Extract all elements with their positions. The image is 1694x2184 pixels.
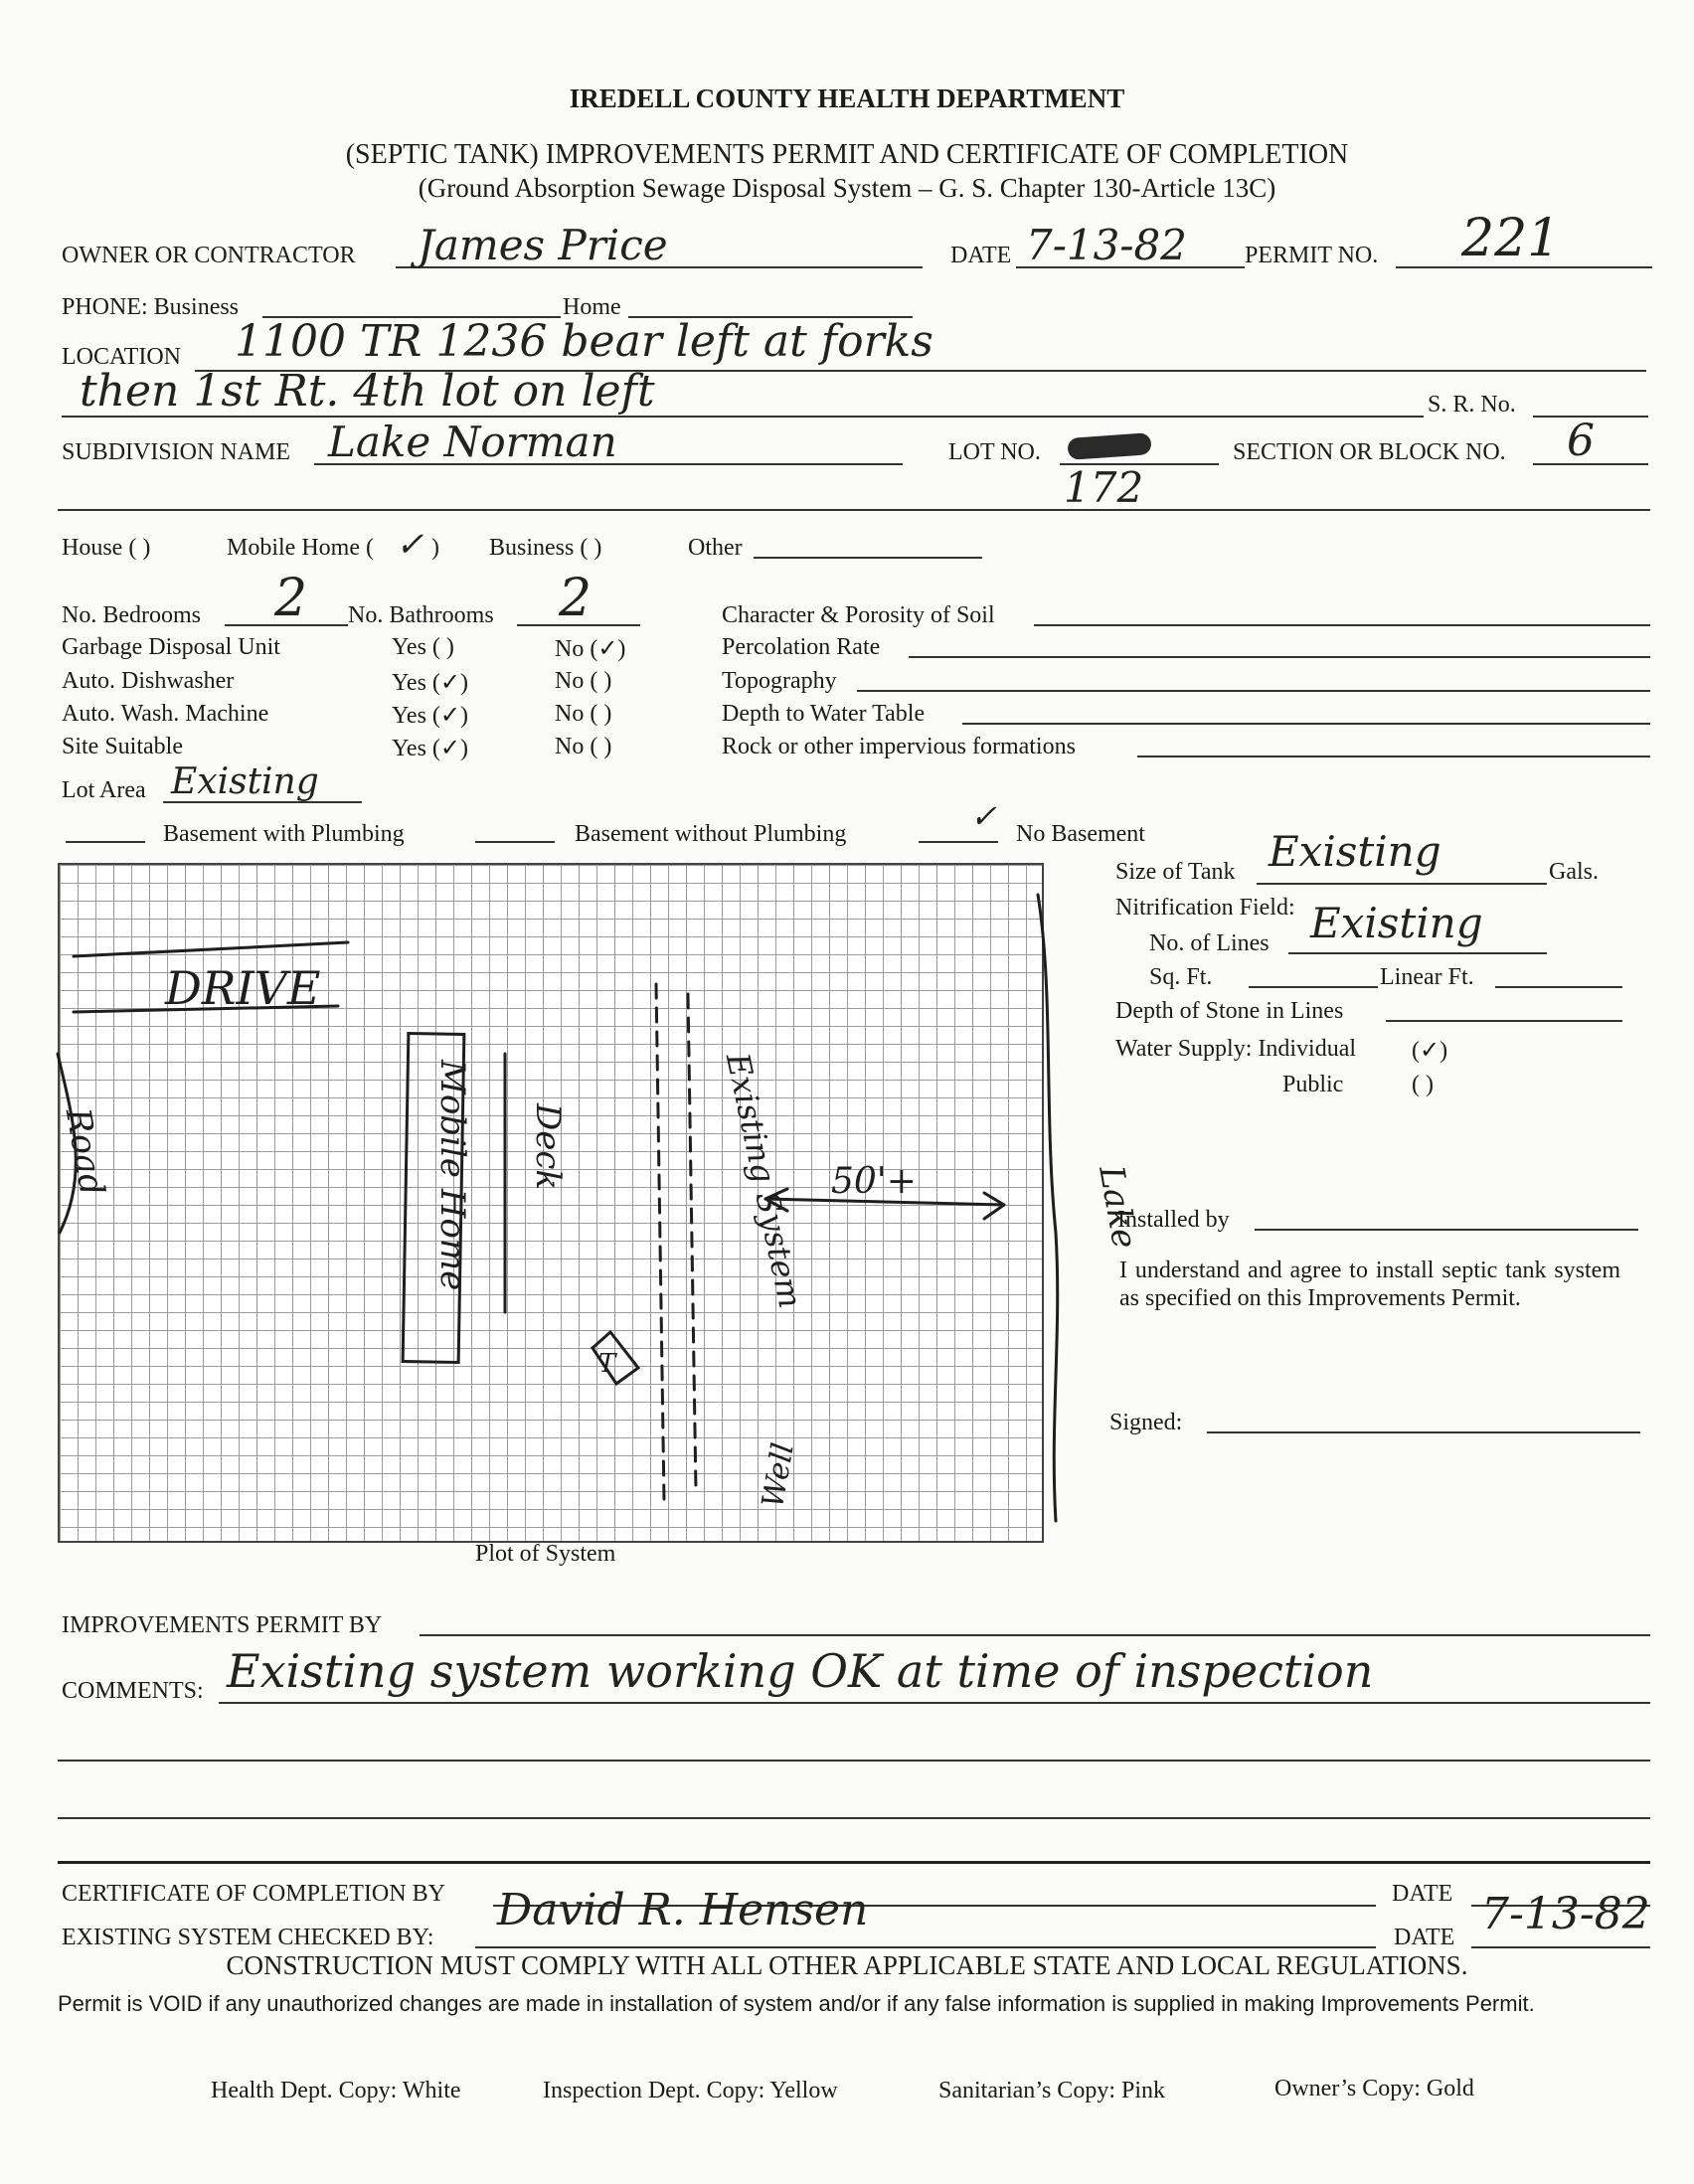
no-basement-line [919,841,998,843]
checklist-no-garbage[interactable]: No (✓) [555,636,626,662]
lines-label: No. of Lines [1149,930,1270,956]
other-label: Other [688,535,743,561]
bathrooms-value[interactable]: 2 [559,569,593,628]
no-basement-check-mark[interactable]: ✓ [970,797,997,835]
topography-line[interactable] [857,690,1650,692]
lot-value[interactable]: 172 [1064,463,1144,512]
phone-home-label: Home [563,294,621,320]
checklist-yes-garbage[interactable]: Yes ( ) [392,634,454,660]
checklist-label-washer: Auto. Wash. Machine [62,701,269,727]
void-notice: Permit is VOID if any unauthorized changes are made in installation of system and/or if any false information is supplied in making Improvements Permit. [58,1991,1535,2016]
checklist-label-site: Site Suitable [62,734,183,759]
linear-ft-label: Linear Ft. [1380,964,1474,990]
bedrooms-value[interactable]: 2 [274,569,308,628]
percolation-line[interactable] [909,656,1650,658]
comments-line-3[interactable] [58,1817,1650,1819]
sqft-line[interactable] [1249,986,1378,988]
tank-size-line [1257,883,1547,885]
lot-area-label: Lot Area [62,777,146,803]
comments-line-2[interactable] [58,1760,1650,1762]
copy-sanitarian: Sanitarian’s Copy: Pink [938,2078,1165,2103]
comments-line-1 [219,1702,1650,1704]
checklist-yes-site[interactable]: Yes (✓) [392,736,469,761]
copy-inspection-dept: Inspection Dept. Copy: Yellow [543,2078,838,2103]
rock-formations-line[interactable] [1137,756,1650,757]
certificate-label: CERTIFICATE OF COMPLETION BY [62,1881,445,1907]
checklist-label-garbage: Garbage Disposal Unit [62,634,280,660]
soil-character-line[interactable] [1034,624,1650,626]
location-label: LOCATION [62,344,181,370]
existing-system-line-2 [688,994,696,1491]
water-supply-label: Water Supply: Individual [1115,1036,1357,1062]
business-checkbox[interactable]: Business ( ) [489,535,602,561]
sqft-label: Sq. Ft. [1149,964,1213,990]
plot-sketch [0,855,1145,1571]
sketch-tank-label: T [598,1349,616,1379]
copy-health-dept: Health Dept. Copy: White [211,2078,461,2103]
location-value-line-2[interactable]: then 1st Rt. 4th lot on left [80,366,655,417]
checked-date-value[interactable]: 7-13-82 [1481,1889,1650,1939]
sketch-mobile-home-label: Mobile Home [432,1060,472,1291]
soil-character-label: Character & Porosity of Soil [722,602,995,628]
owner-label: OWNER OR CONTRACTOR [62,243,356,268]
compliance-notice: CONSTRUCTION MUST COMPLY WITH ALL OTHER APPLICABLE STATE AND LOCAL REGULATIONS. [226,1950,1468,1980]
lot-label: LOT NO. [948,439,1041,465]
comments-value[interactable]: Existing system working OK at time of inspection [227,1644,1374,1698]
subdivision-value[interactable]: Lake Norman [328,418,617,466]
house-checkbox[interactable]: House ( ) [62,535,151,561]
installed-by-line[interactable] [1255,1229,1638,1231]
mobile-home-check-mark[interactable]: ✓ [396,525,424,565]
improvements-permit-by-line[interactable] [420,1634,1650,1636]
plot-caption: Plot of System [475,1541,616,1567]
sketch-deck-label: Deck [528,1103,568,1191]
installation-agreement-text: I understand and agree to install septic tank system as specified on this Improvements Permit. [1119,1258,1620,1311]
existing-system-line [656,984,664,1501]
water-public-label: Public [1282,1072,1344,1097]
basement-without-line[interactable] [475,841,555,843]
water-table-label: Depth to Water Table [722,701,926,727]
checklist-yes-washer[interactable]: Yes (✓) [392,703,469,729]
lines-line [1288,952,1547,954]
sketch-drive-label: DRIVE [165,961,321,1015]
tank-gals-label: Gals. [1549,859,1599,885]
checked-by-signature[interactable]: David R. Hensen [497,1885,869,1935]
sketch-lake-label: Lake [1091,1162,1145,1252]
bedrooms-label: No. Bedrooms [62,602,201,628]
subdivision-label: SUBDIVISION NAME [62,439,291,465]
lines-value[interactable]: Existing [1310,899,1483,947]
stone-depth-line[interactable] [1386,1020,1622,1022]
water-public-checkbox[interactable]: ( ) [1412,1072,1434,1097]
linear-ft-line[interactable] [1495,986,1622,988]
water-table-line[interactable] [962,723,1650,725]
bathrooms-label: No. Bathrooms [348,602,494,628]
lot-area-value[interactable]: Existing [171,761,319,802]
checked-date-line [1471,1946,1650,1948]
topography-label: Topography [722,668,837,694]
permit-value[interactable]: 221 [1461,209,1561,268]
sketch-road-label: Road [57,1104,112,1199]
section-divider-bottom [58,1861,1650,1864]
form-subtitle-2: (Ground Absorption Sewage Disposal System – G. S. Chapter 130-Article 13C) [418,173,1276,203]
section-divider-top [58,509,1650,511]
permit-label: PERMIT NO. [1245,243,1379,268]
nitrification-label: Nitrification Field: [1115,895,1295,921]
no-basement-label: No Basement [1016,821,1145,847]
checklist-label-dishwasher: Auto. Dishwasher [62,668,235,694]
basement-without-label: Basement without Plumbing [575,821,847,847]
sr-number-label: S. R. No. [1428,392,1516,418]
drive-line-top [74,942,348,956]
checked-by-label: EXISTING SYSTEM CHECKED BY: [62,1925,434,1950]
mobile-home-checkbox-label: Mobile Home ( [227,535,374,561]
date-label: DATE [950,243,1012,268]
stone-depth-label: Depth of Stone in Lines [1115,998,1344,1024]
other-line[interactable] [754,557,982,559]
sketch-distance-label: 50'+ [831,1161,917,1202]
location-value-line-1[interactable]: 1100 TR 1236 bear left at forks [235,316,933,367]
lot-scribble-mark [1067,432,1151,460]
date-value[interactable]: 7-13-82 [1026,221,1187,269]
form-title: IREDELL COUNTY HEALTH DEPARTMENT [569,84,1125,113]
checklist-no-washer[interactable]: No ( ) [555,701,612,727]
section-value[interactable]: 6 [1567,416,1595,466]
water-individual-checkbox[interactable]: (✓) [1412,1038,1448,1064]
sketch-existing-system-label: Existing System [718,1049,810,1312]
basement-with-line[interactable] [66,841,145,843]
installed-by-label: Installed by [1117,1207,1230,1233]
sketch-well-label: Well [756,1439,801,1511]
improvements-permit-by-label: IMPROVEMENTS PERMIT BY [62,1612,383,1638]
lake-shore [1038,895,1058,1521]
checklist-yes-dishwasher[interactable]: Yes (✓) [392,670,469,696]
checked-date-label: DATE [1394,1925,1455,1950]
comments-label: COMMENTS: [62,1678,204,1704]
form-subtitle: (SEPTIC TANK) IMPROVEMENTS PERMIT AND CERTIFICATE OF COMPLETION [345,139,1349,170]
tank-size-value[interactable]: Existing [1269,827,1441,876]
owner-value[interactable]: James Price [418,221,668,269]
copy-owner: Owner’s Copy: Gold [1274,2076,1474,2101]
tank-size-label: Size of Tank [1115,859,1236,885]
mobile-home-checkbox-close: ) [431,535,439,561]
section-label: SECTION OR BLOCK NO. [1233,439,1506,465]
percolation-label: Percolation Rate [722,634,881,660]
signed-line[interactable] [1207,1431,1640,1433]
certificate-date-label: DATE [1392,1881,1453,1907]
phone-business-label: PHONE: Business [62,294,240,320]
basement-with-label: Basement with Plumbing [163,821,405,847]
rock-formations-label: Rock or other impervious formations [722,734,1076,759]
signed-label: Signed: [1109,1410,1183,1435]
checked-by-line [475,1946,1376,1948]
checklist-no-dishwasher[interactable]: No ( ) [555,668,612,694]
checklist-no-site[interactable]: No ( ) [555,734,612,759]
